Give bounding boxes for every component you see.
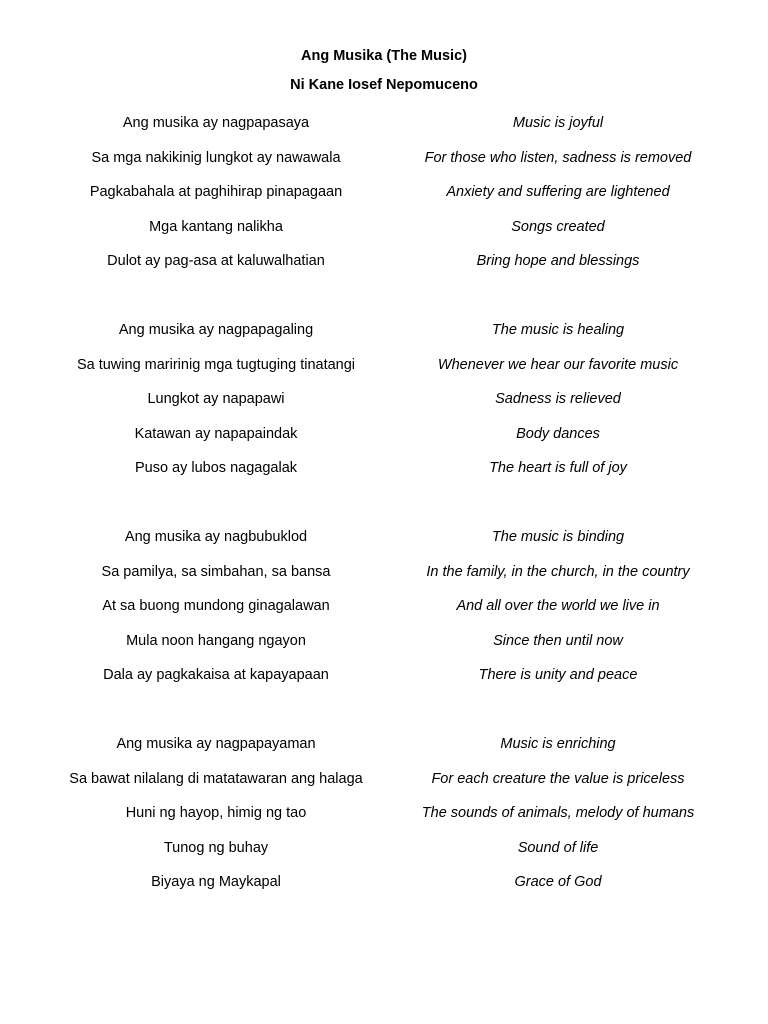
tagalog-line: Biyaya ng Maykapal <box>151 874 281 890</box>
tagalog-line: Katawan ay napapaindak <box>134 425 298 442</box>
verse-line <box>0 597 768 632</box>
tagalog-line: Ang musika ay nagpapasaya <box>122 115 310 131</box>
tagalog-line: Mga kantang nalikha <box>149 218 283 235</box>
english-line: Music is enriching <box>500 736 616 752</box>
tagalog-line: Sa pamilya, sa simbahan, sa bansa <box>101 563 331 580</box>
verse-line <box>0 770 768 805</box>
verse-line <box>0 459 768 494</box>
tagalog-line: Ang musika ay nagpapagaling <box>118 322 314 338</box>
english-line: Anxiety and suffering are lightened <box>446 184 670 200</box>
english-line: Bring hope and blessings <box>476 253 640 269</box>
tagalog-line: Ang musika ay nagpapayaman <box>116 736 316 752</box>
tagalog-line: Mula noon hangang ngayon <box>126 632 306 649</box>
english-line: Songs created <box>511 218 605 235</box>
verse-line <box>0 873 768 908</box>
tagalog-line: Sa tuwing maririnig mga tugtuging tinatangi <box>76 356 356 373</box>
verse-line <box>0 804 768 839</box>
verse-line <box>0 666 768 701</box>
english-line: Since then until now <box>493 632 623 649</box>
verse-line <box>0 528 768 563</box>
english-line: And all over the world we live in <box>456 598 660 614</box>
poem-title: Ang Musika (The Music) <box>301 48 467 64</box>
tagalog-line: At sa buong mundong ginagalawan <box>102 598 330 614</box>
tagalog-line: Tunog ng buhay <box>163 839 269 856</box>
verse-line <box>0 114 768 149</box>
verse-line <box>0 183 768 218</box>
stanza-2 <box>0 321 768 494</box>
tagalog-line: Dala ay pagkakaisa at kapayapaan <box>103 667 329 683</box>
english-line: In the family, in the church, in the country <box>426 563 690 580</box>
verse-line <box>0 356 768 391</box>
english-line: The sounds of animals, melody of humans <box>421 805 695 821</box>
tagalog-line: Sa mga nakikinig lungkot ay nawawala <box>91 149 341 166</box>
tagalog-line: Huni ng hayop, himig ng tao <box>125 805 307 821</box>
poem-author: Ni Kane Iosef Nepomuceno <box>290 77 478 93</box>
verse-line <box>0 218 768 253</box>
verse-line <box>0 390 768 425</box>
tagalog-line: Dulot ay pag-asa at kaluwalhatian <box>107 253 325 269</box>
english-line: For each creature the value is priceless <box>431 770 685 787</box>
tagalog-line: Pagkabahala at paghihirap pinapagaan <box>89 184 343 200</box>
stanza-3 <box>0 528 768 701</box>
english-line: The heart is full of joy <box>489 460 627 476</box>
verse-line <box>0 632 768 667</box>
english-line: Sadness is relieved <box>495 391 621 407</box>
tagalog-line: Puso ay lubos nagagalak <box>134 460 298 476</box>
verse-line <box>0 563 768 598</box>
english-line: The music is binding <box>491 529 625 545</box>
verse-line <box>0 735 768 770</box>
tagalog-line: Sa bawat nilalang di matatawaran ang halaga <box>69 770 363 787</box>
english-line: For those who listen, sadness is removed <box>424 149 692 166</box>
english-line: Sound of life <box>517 839 599 856</box>
verse-line <box>0 252 768 287</box>
english-line: Whenever we hear our favorite music <box>437 356 679 373</box>
verse-line <box>0 425 768 460</box>
english-line: There is unity and peace <box>478 667 638 683</box>
english-line: Grace of God <box>514 874 602 890</box>
tagalog-line: Ang musika ay nagbubuklod <box>124 529 308 545</box>
english-line: Body dances <box>516 425 600 442</box>
verse-line <box>0 839 768 874</box>
english-line: The music is healing <box>491 322 625 338</box>
stanza-1 <box>0 114 768 287</box>
verse-line <box>0 149 768 184</box>
verse-line <box>0 321 768 356</box>
stanza-4 <box>0 735 768 908</box>
english-line: Music is joyful <box>512 115 604 131</box>
tagalog-line: Lungkot ay napapawi <box>147 391 285 407</box>
